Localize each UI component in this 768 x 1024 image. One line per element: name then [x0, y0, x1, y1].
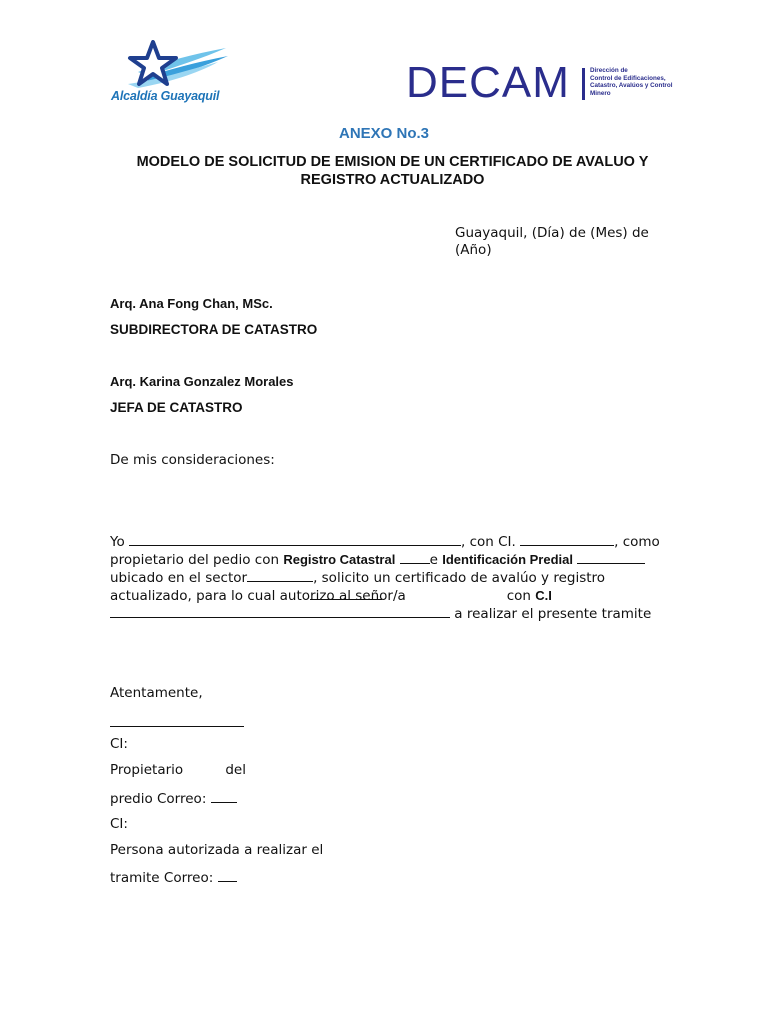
- sector-blank: [247, 568, 313, 582]
- owner-label: [110, 762, 246, 778]
- ci-autorizado-blank: [110, 604, 450, 618]
- owner-text: Propietario: [110, 762, 184, 778]
- authorized-email-line: [110, 868, 237, 886]
- predial-blank: [577, 550, 645, 564]
- body-text: Yo: [110, 534, 125, 550]
- logo-divider: [582, 68, 585, 100]
- body-bold-text: Identificación Predial: [442, 552, 573, 567]
- body-text: a realizar el presente tramite: [454, 606, 652, 622]
- decam-logo: [406, 58, 684, 108]
- date-line: [455, 225, 685, 259]
- decam-desc-line: Minero: [590, 90, 611, 98]
- owner-email-label: predio Correo:: [110, 791, 207, 807]
- alcaldia-guayaquil-logo: [108, 40, 233, 106]
- decam-description: [590, 67, 686, 98]
- authorized-label: Persona autorizada a realizar el: [110, 842, 324, 858]
- body-line: [110, 586, 682, 605]
- autorizado-blank: [310, 586, 382, 600]
- recipient-name: Arq. Ana Fong Chan, MSc.: [110, 296, 273, 311]
- body-line: [110, 568, 682, 587]
- greeting: De mis consideraciones:: [110, 452, 275, 468]
- body-line: [110, 604, 682, 623]
- star-wave-icon: [108, 40, 233, 90]
- decam-desc-line: Dirección de: [590, 67, 628, 74]
- document-title: [80, 153, 705, 189]
- registro-blank: [400, 550, 430, 564]
- recipient-name: Arq. Karina Gonzalez Morales: [110, 374, 294, 389]
- body-text: e: [429, 552, 438, 568]
- body-line: [110, 532, 682, 551]
- decam-wordmark: DECAM: [406, 58, 570, 107]
- owner-email-blank: [211, 789, 237, 803]
- body-text: con: [506, 588, 531, 604]
- authorized-ci: CI:: [110, 816, 128, 832]
- body-text: propietario del pedio con: [110, 552, 280, 568]
- authorized-email-label: tramite Correo:: [110, 870, 214, 886]
- decam-desc-line: Control de Edificaciones,: [590, 74, 666, 82]
- body-text: actualizado, para lo cual autorizo al señor/a: [110, 588, 406, 604]
- body-text: ubicado en el sector: [110, 570, 248, 586]
- date-text: Guayaquil, (Día) de (Mes) de: [455, 225, 649, 241]
- body-line: [110, 550, 682, 569]
- body-text: , solicito un certificado de avalúo y registro: [313, 570, 606, 586]
- annex-heading: ANEXO No.3: [338, 125, 429, 142]
- body-text: , como: [614, 534, 660, 550]
- ci-blank: [520, 532, 614, 546]
- title-line: REGISTRO ACTUALIZADO: [300, 172, 485, 188]
- body-bold-text: C.I: [535, 588, 552, 603]
- closing: Atentamente,: [110, 685, 203, 701]
- logo-text: Alcaldía Guayaquil: [111, 89, 220, 103]
- signature-line: [110, 726, 244, 727]
- name-blank: [129, 532, 461, 546]
- body-bold-text: Registro Catastral: [283, 552, 396, 567]
- owner-email-line: [110, 789, 237, 807]
- recipient-role: JEFA DE CATASTRO: [110, 400, 243, 415]
- signature-ci: CI:: [110, 736, 128, 752]
- recipient-role: SUBDIRECTORA DE CATASTRO: [110, 322, 318, 337]
- owner-text: del: [225, 762, 246, 778]
- title-line: MODELO DE SOLICITUD DE EMISION DE UN CERTIFICADO DE AVALUO Y: [136, 154, 649, 170]
- decam-desc-line: Catastro, Avalúos y Control: [590, 82, 673, 90]
- body-text: , con CI.: [461, 534, 516, 550]
- date-text: (Año): [455, 242, 492, 258]
- authorized-email-blank: [218, 868, 237, 882]
